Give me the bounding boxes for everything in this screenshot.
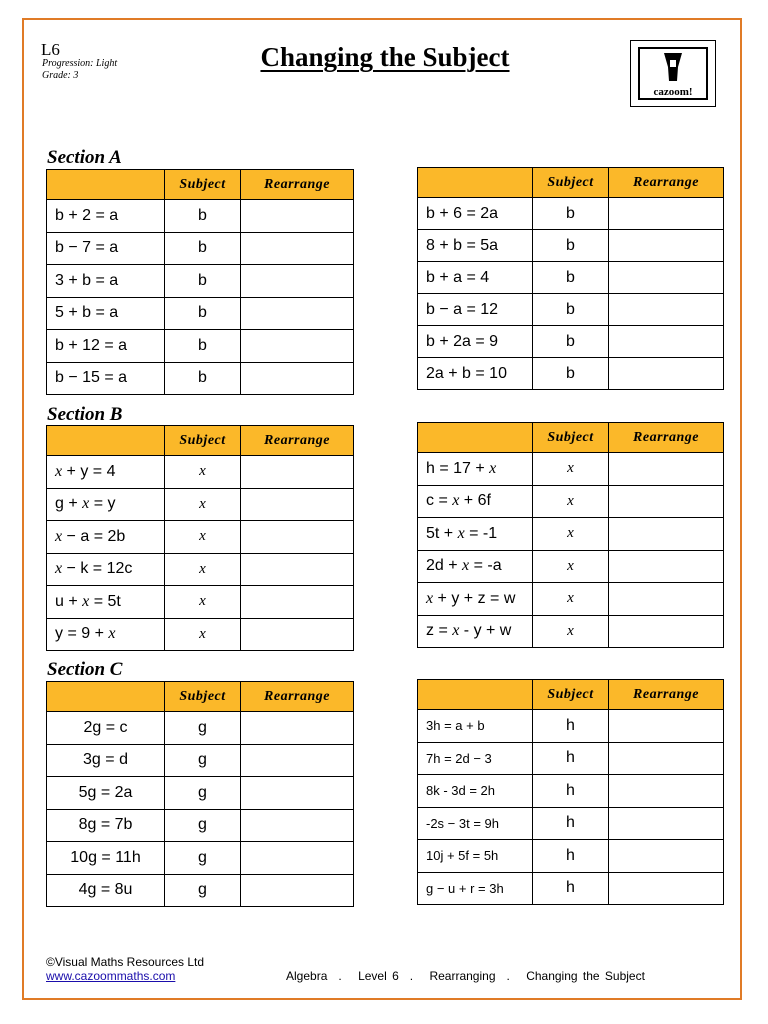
table-header-row [47,426,354,456]
rearrange-answer-cell[interactable] [241,330,354,363]
table-row [418,550,724,583]
rearrange-answer-cell[interactable] [241,744,354,777]
section-b-right-table [417,422,724,648]
table-row [47,777,354,810]
table-row [418,710,724,743]
rearrange-answer-cell[interactable] [241,456,354,489]
equation-cell: b − 15 = a [47,362,165,395]
rearrange-answer-cell[interactable] [609,550,724,583]
table-header-row [47,682,354,712]
header-subject-cell: Subject [533,423,609,453]
footer-breadcrumb: Algebra . Level 6 . Rearranging . Changing the Subject [286,969,645,983]
rearrange-answer-cell[interactable] [241,488,354,521]
equation-cell: 7h = 2d − 3 [418,742,533,775]
table-row [47,200,354,233]
equation-cell: x − k = 12c [47,553,165,586]
table-row [418,358,724,390]
subject-cell: h [533,742,609,775]
table-header-row [418,680,724,710]
subject-cell: b [533,326,609,358]
subject-cell: g [165,809,241,842]
header-rearrange-cell: Rearrange [609,680,724,710]
rearrange-answer-cell[interactable] [241,874,354,907]
table-row [418,326,724,358]
table-row [47,842,354,875]
equation-cell: 4g = 8u [47,874,165,907]
table-row [47,265,354,298]
header-blank-cell [47,682,165,712]
subject-cell: b [533,358,609,390]
rearrange-answer-cell[interactable] [241,586,354,619]
progression-label: Progression: Light [42,58,118,69]
subject-cell: b [165,362,241,395]
header-rearrange-cell: Rearrange [609,423,724,453]
equation-cell: b + 6 = 2a [418,198,533,230]
subject-cell: x [165,488,241,521]
subject-cell: h [533,710,609,743]
equation-cell: x + y + z = w [418,583,533,616]
header-rearrange-cell: Rearrange [241,426,354,456]
section-a-left-table [46,169,354,395]
header-blank-cell [418,423,533,453]
rearrange-answer-cell[interactable] [241,200,354,233]
subject-cell: b [533,262,609,294]
equation-cell: 8k - 3d = 2h [418,775,533,808]
table-header-row [418,168,724,198]
section-c-right-table [417,679,724,905]
equation-cell: b + 2a = 9 [418,326,533,358]
table-row [47,297,354,330]
subject-cell: g [165,777,241,810]
footer-copyright: ©Visual Maths Resources Ltd [46,955,205,969]
equation-cell: b − 7 = a [47,232,165,265]
table-row [418,262,724,294]
table-row [418,742,724,775]
subject-cell: g [165,712,241,745]
rearrange-answer-cell[interactable] [241,809,354,842]
equation-cell: 2g = c [47,712,165,745]
rearrange-answer-cell[interactable] [609,775,724,808]
subject-cell: x [533,485,609,518]
table-row [418,230,724,262]
level-label: L6 [41,40,60,59]
rearrange-answer-cell[interactable] [241,265,354,298]
logo-text: cazoom! [653,86,693,98]
equation-cell: c = x + 6f [418,485,533,518]
header-subject-cell: Subject [533,680,609,710]
subject-cell: h [533,775,609,808]
table-row [418,453,724,486]
subject-cell: x [165,456,241,489]
footer-nav-topic: Rearranging [429,969,496,983]
table-header-row [47,170,354,200]
subject-cell: g [165,842,241,875]
rearrange-answer-cell[interactable] [609,807,724,840]
table-row [47,232,354,265]
subject-cell: h [533,872,609,905]
table-row [418,615,724,648]
equation-cell: u + x = 5t [47,586,165,619]
rearrange-answer-cell[interactable] [609,840,724,873]
rearrange-answer-cell[interactable] [241,618,354,651]
rearrange-answer-cell[interactable] [241,521,354,554]
page-title: Changing the Subject [260,42,510,72]
table-row [47,488,354,521]
subject-cell: b [165,330,241,363]
rearrange-answer-cell[interactable] [241,712,354,745]
rearrange-answer-cell[interactable] [609,485,724,518]
footer-nav-level: Level 6 [358,969,399,983]
footer-website-link[interactable]: www.cazoommaths.com [46,969,176,983]
equation-cell: -2s − 3t = 9h [418,807,533,840]
table-row [47,744,354,777]
subject-cell: b [165,232,241,265]
rearrange-answer-cell[interactable] [609,358,724,390]
subject-cell: g [165,744,241,777]
subject-cell: x [533,583,609,616]
table-row [418,775,724,808]
equation-cell: 3h = a + b [418,710,533,743]
equation-cell: 2d + x = -a [418,550,533,583]
rearrange-answer-cell[interactable] [241,553,354,586]
equation-cell: 3g = d [47,744,165,777]
rearrange-answer-cell[interactable] [609,294,724,326]
table-row [418,198,724,230]
equation-cell: x − a = 2b [47,521,165,554]
subject-cell: x [165,521,241,554]
section-a-right-table [417,167,724,390]
header-blank-cell [418,168,533,198]
table-row [418,518,724,551]
table-row [418,807,724,840]
header-rearrange-cell: Rearrange [609,168,724,198]
subject-cell: g [165,874,241,907]
subject-cell: x [533,518,609,551]
logo-figure-icon [640,51,706,89]
equation-cell: b + a = 4 [418,262,533,294]
header-blank-cell [47,170,165,200]
table-row [47,456,354,489]
subject-cell: x [533,550,609,583]
rearrange-answer-cell[interactable] [609,583,724,616]
subject-cell: x [533,615,609,648]
header-subject-cell: Subject [533,168,609,198]
header-subject-cell: Subject [165,426,241,456]
rearrange-answer-cell[interactable] [609,326,724,358]
equation-cell: 3 + b = a [47,265,165,298]
equation-cell: 8g = 7b [47,809,165,842]
rearrange-answer-cell[interactable] [609,518,724,551]
rearrange-answer-cell[interactable] [609,710,724,743]
subject-cell: h [533,840,609,873]
equation-cell: 2a + b = 10 [418,358,533,390]
subject-cell: b [533,230,609,262]
rearrange-answer-cell[interactable] [609,262,724,294]
section-a-title: Section A [47,147,122,168]
rearrange-answer-cell[interactable] [609,742,724,775]
subject-cell: x [165,586,241,619]
equation-cell: z = x - y + w [418,615,533,648]
subject-cell: x [165,618,241,651]
grade-label: Grade: 3 [42,70,79,81]
header-blank-cell [47,426,165,456]
rearrange-answer-cell[interactable] [609,230,724,262]
equation-cell: g + x = y [47,488,165,521]
section-b-title: Section B [47,404,123,425]
section-c-left-table [46,681,354,907]
table-row [418,294,724,326]
table-row [47,362,354,395]
table-row [47,618,354,651]
rearrange-answer-cell[interactable] [241,297,354,330]
subject-cell: b [165,265,241,298]
rearrange-answer-cell[interactable] [241,362,354,395]
equation-cell: h = 17 + x [418,453,533,486]
table-row [418,872,724,905]
table-row [47,553,354,586]
equation-cell: x + y = 4 [47,456,165,489]
subject-cell: b [165,200,241,233]
equation-cell: 5g = 2a [47,777,165,810]
equation-cell: b + 12 = a [47,330,165,363]
equation-cell: 10g = 11h [47,842,165,875]
equation-cell: 10j + 5f = 5h [418,840,533,873]
equation-cell: y = 9 + x [47,618,165,651]
footer-nav-title: Changing the Subject [526,969,645,983]
rearrange-answer-cell[interactable] [609,872,724,905]
rearrange-answer-cell[interactable] [241,777,354,810]
subject-cell: b [533,294,609,326]
subject-cell: h [533,807,609,840]
equation-cell: 8 + b = 5a [418,230,533,262]
equation-cell: b + 2 = a [47,200,165,233]
header-subject-cell: Subject [165,682,241,712]
cazoom-logo [630,40,716,107]
table-row [47,586,354,619]
subject-cell: b [165,297,241,330]
table-row [47,330,354,363]
table-row [47,874,354,907]
rearrange-answer-cell[interactable] [241,232,354,265]
rearrange-answer-cell[interactable] [609,453,724,486]
subject-cell: b [533,198,609,230]
equation-cell: b − a = 12 [418,294,533,326]
subject-cell: x [165,553,241,586]
equation-cell: 5 + b = a [47,297,165,330]
section-b-left-table [46,425,354,651]
table-row [47,521,354,554]
section-c-title: Section C [47,659,123,680]
footer-nav-algebra: Algebra [286,969,328,983]
table-header-row [418,423,724,453]
rearrange-answer-cell[interactable] [609,615,724,648]
header-blank-cell [418,680,533,710]
equation-cell: 5t + x = -1 [418,518,533,551]
rearrange-answer-cell[interactable] [609,198,724,230]
table-row [418,485,724,518]
table-row [47,809,354,842]
table-row [418,583,724,616]
subject-cell: x [533,453,609,486]
rearrange-answer-cell[interactable] [241,842,354,875]
header-rearrange-cell: Rearrange [241,682,354,712]
header-subject-cell: Subject [165,170,241,200]
table-row [418,840,724,873]
header-rearrange-cell: Rearrange [241,170,354,200]
table-row [47,712,354,745]
equation-cell: g − u + r = 3h [418,872,533,905]
